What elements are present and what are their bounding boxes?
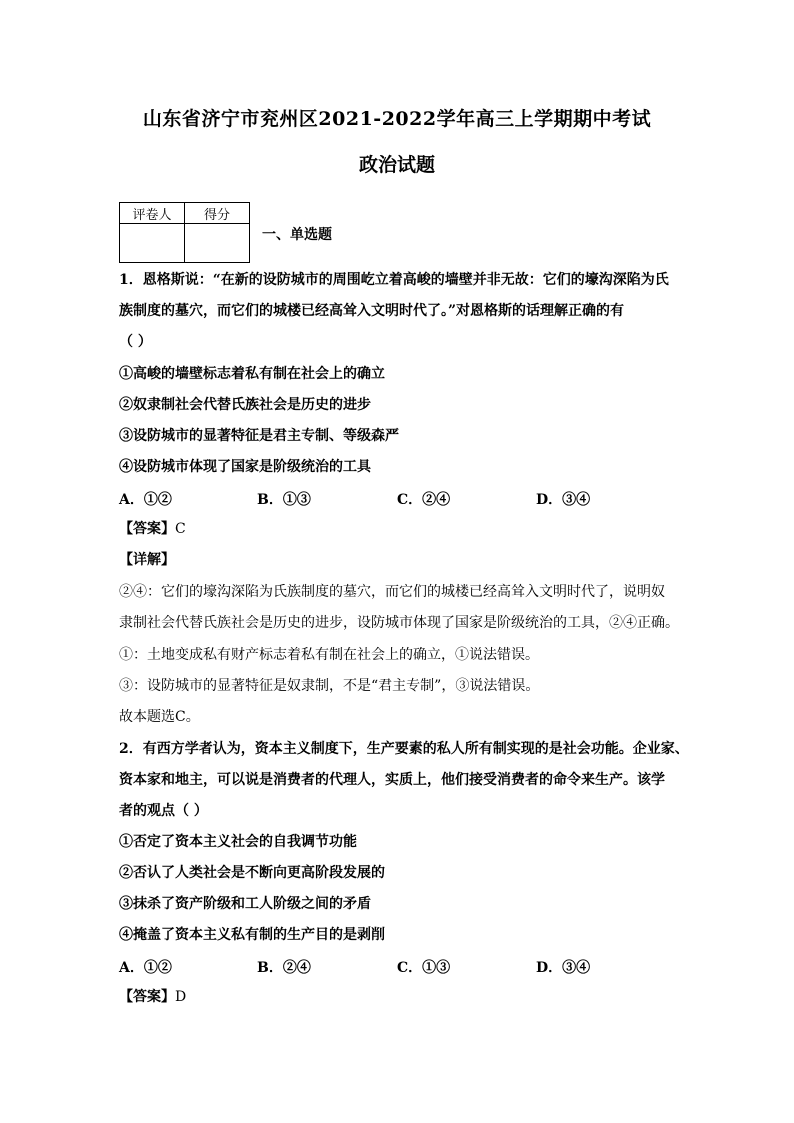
q2-option-a: A．①② xyxy=(119,960,172,976)
q1-option-d: D．③④ xyxy=(536,492,591,508)
q1-paren: （ ） xyxy=(119,334,152,350)
q2-stem-line-3: 者的观点（ ） xyxy=(119,803,208,819)
score-table-cell-score xyxy=(185,224,250,263)
q2-statement-1: ①否定了资本主义社会的自我调节功能 xyxy=(119,834,357,850)
q1-statement-4: ④设防城市体现了国家是阶级统治的工具 xyxy=(119,459,371,475)
score-table xyxy=(119,202,250,263)
q2-statement-3: ③抹杀了资产阶级和工人阶级之间的矛盾 xyxy=(119,896,371,912)
q1-detail-label: 【详解】 xyxy=(119,552,175,568)
q2-option-b: B．②④ xyxy=(257,960,311,976)
q2-answer-label: 【答案】 xyxy=(119,989,175,1005)
score-table-cell-grader xyxy=(120,224,185,263)
q1-statement-2: ②奴隶制社会代替氏族社会是历史的进步 xyxy=(119,397,371,413)
q1-option-a: A．①② xyxy=(119,492,172,508)
q2-stem-line-1: 2．有西方学者认为，资本主义制度下，生产要素的私人所有制实现的是社会功能。企业家、 xyxy=(119,741,689,757)
q1-stem-line-1: 1．恩格斯说：“在新的设防城市的周围屹立着高峻的墙壁并非无故：它们的壕沟深陷为氏 xyxy=(119,272,669,288)
q1-stem-line-2: 族制度的墓穴，而它们的城楼已经高耸入文明时代了。”对恩格斯的话理解正确的有 xyxy=(119,303,625,319)
q2-statement-4: ④掩盖了资本主义私有制的生产目的是剥削 xyxy=(119,927,385,943)
q1-answer-value: C xyxy=(175,521,186,537)
score-table-header-grader: 评卷人 xyxy=(120,203,185,224)
q2-option-d: D．③④ xyxy=(536,960,591,976)
score-table-header-score: 得分 xyxy=(185,203,250,224)
document-title: 山东省济宁市兖州区2021-2022学年高三上学期期中考试 xyxy=(142,108,652,130)
q1-explanation-3: ①：土地变成私有财产标志着私有制在社会上的确立，①说法错误。 xyxy=(119,647,539,663)
q1-explanation-4: ③：设防城市的显著特征是奴隶制，不是“君主专制”，③说法错误。 xyxy=(119,678,540,694)
q1-option-b: B．①③ xyxy=(257,492,311,508)
q1-answer xyxy=(119,520,186,538)
q1-statement-1: ①高峻的墙壁标志着私有制在社会上的确立 xyxy=(119,366,385,382)
q2-option-c: C．①③ xyxy=(397,960,451,976)
q1-option-c: C．②④ xyxy=(397,492,451,508)
document-subtitle: 政治试题 xyxy=(358,154,435,176)
q2-stem-line-2: 资本家和地主，可以说是消费者的代理人，实质上，他们接受消费者的命令来生产。该学 xyxy=(119,772,665,788)
q2-statement-2: ②否认了人类社会是不断向更高阶段发展的 xyxy=(119,865,385,881)
q1-statement-3: ③设防城市的显著特征是君主专制、等级森严 xyxy=(119,428,399,444)
q1-explanation-1: ②④：它们的壕沟深陷为氏族制度的墓穴，而它们的城楼已经高耸入文明时代了，说明奴 xyxy=(119,584,665,600)
q1-explanation-5: 故本题选C。 xyxy=(119,709,200,725)
section-heading: 一、单选题 xyxy=(262,227,332,243)
q1-answer-label: 【答案】 xyxy=(119,521,175,537)
q1-explanation-2: 隶制社会代替氏族社会是历史的进步，设防城市体现了国家是阶级统治的工具，②④正确。 xyxy=(119,615,679,631)
q2-answer xyxy=(119,988,186,1006)
q2-answer-value: D xyxy=(175,989,187,1005)
